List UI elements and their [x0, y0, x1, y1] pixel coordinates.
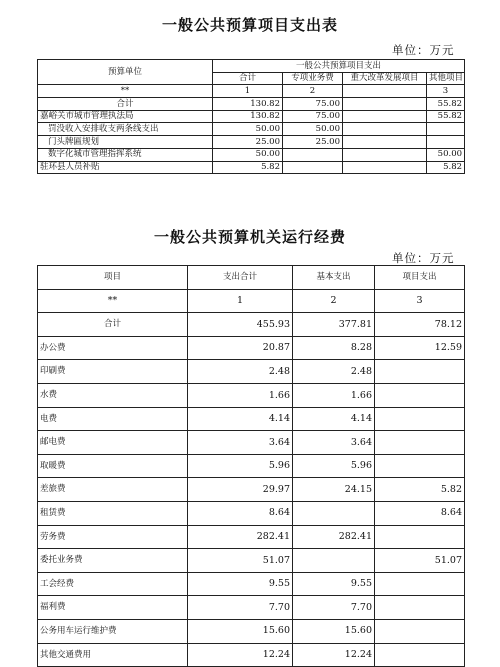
index-cell: 2 — [293, 289, 375, 313]
row-name: 水费 — [38, 383, 188, 407]
row-basic: 8.28 — [293, 336, 375, 360]
row-basic — [293, 501, 375, 525]
row-special: 75.00 — [283, 110, 343, 123]
row-name: 福利费 — [38, 596, 188, 620]
row-reform — [343, 136, 427, 149]
row-project — [375, 596, 465, 620]
row-special: 25.00 — [283, 136, 343, 149]
row-project: 78.12 — [375, 313, 465, 337]
row-name: 办公费 — [38, 336, 188, 360]
row-total: 50.00 — [213, 123, 283, 136]
row-project — [375, 619, 465, 643]
row-total: 8.64 — [188, 501, 293, 525]
row-basic — [293, 549, 375, 573]
row-total: 282.41 — [188, 525, 293, 549]
table-row — [38, 136, 465, 149]
table-row — [38, 478, 465, 502]
table-row — [38, 549, 465, 573]
table1-index-row — [38, 85, 465, 98]
header-total: 支出合计 — [188, 266, 293, 290]
row-basic: 5.96 — [293, 454, 375, 478]
index-cell: ** — [38, 289, 188, 313]
table-row — [38, 148, 465, 161]
row-name: 数字化城市管理指挥系统 — [38, 148, 213, 161]
operating-expense-table — [37, 265, 465, 667]
table-row — [38, 123, 465, 136]
row-other — [427, 123, 465, 136]
row-special: 75.00 — [283, 98, 343, 111]
row-name: 其他交通费用 — [38, 643, 188, 667]
row-name: 取暖费 — [38, 454, 188, 478]
row-name: 邮电费 — [38, 431, 188, 455]
row-total: 25.00 — [213, 136, 283, 149]
row-special — [283, 148, 343, 161]
header-reform: 重大改革发展项目 — [343, 72, 427, 85]
header-group: 一般公共预算项目支出 — [213, 60, 465, 73]
index-cell — [343, 85, 427, 98]
header-project: 项目支出 — [375, 266, 465, 290]
index-cell: 1 — [213, 85, 283, 98]
row-total: 15.60 — [188, 619, 293, 643]
row-basic: 1.66 — [293, 383, 375, 407]
row-reform — [343, 161, 427, 174]
table2-index-row — [38, 289, 465, 313]
row-total: 5.96 — [188, 454, 293, 478]
row-basic: 2.48 — [293, 360, 375, 384]
index-cell: 3 — [375, 289, 465, 313]
table-row — [38, 98, 465, 111]
row-other — [427, 136, 465, 149]
row-project: 51.07 — [375, 549, 465, 573]
table2-header-row — [38, 266, 465, 290]
table2-unit: 单位：万元 — [392, 251, 455, 265]
table1-unit: 单位：万元 — [392, 43, 455, 57]
row-other: 5.82 — [427, 161, 465, 174]
row-total: 130.82 — [213, 110, 283, 123]
row-basic: 4.14 — [293, 407, 375, 431]
row-name: 租赁费 — [38, 501, 188, 525]
header-special: 专项业务费 — [283, 72, 343, 85]
table-row — [38, 313, 465, 337]
table2-title: 一般公共预算机关运行经费 — [153, 228, 346, 246]
index-cell: 2 — [283, 85, 343, 98]
row-name: 委托业务费 — [38, 549, 188, 573]
table-row — [38, 336, 465, 360]
row-project — [375, 643, 465, 667]
row-basic: 377.81 — [293, 313, 375, 337]
index-cell: 3 — [427, 85, 465, 98]
row-name: 工会经费 — [38, 572, 188, 596]
table-row — [38, 407, 465, 431]
row-name: 门头牌匾规划 — [38, 136, 213, 149]
row-special — [283, 161, 343, 174]
row-basic: 15.60 — [293, 619, 375, 643]
row-basic: 3.64 — [293, 431, 375, 455]
row-basic: 9.55 — [293, 572, 375, 596]
row-total: 7.70 — [188, 596, 293, 620]
row-name: 合计 — [38, 313, 188, 337]
row-total: 5.82 — [213, 161, 283, 174]
row-name: 公务用车运行维护费 — [38, 619, 188, 643]
header-basic: 基本支出 — [293, 266, 375, 290]
row-total: 12.24 — [188, 643, 293, 667]
row-total: 4.14 — [188, 407, 293, 431]
row-project: 12.59 — [375, 336, 465, 360]
row-project — [375, 525, 465, 549]
table1-header-row — [38, 60, 465, 73]
row-project — [375, 454, 465, 478]
row-total: 2.48 — [188, 360, 293, 384]
table-row — [38, 383, 465, 407]
row-total: 50.00 — [213, 148, 283, 161]
row-basic: 7.70 — [293, 596, 375, 620]
row-name: 差旅费 — [38, 478, 188, 502]
row-project — [375, 407, 465, 431]
header-item: 项目 — [38, 266, 188, 290]
table-row — [38, 110, 465, 123]
row-project — [375, 572, 465, 596]
row-name: 印刷费 — [38, 360, 188, 384]
row-total: 130.82 — [213, 98, 283, 111]
index-cell: ** — [38, 85, 213, 98]
table-row — [38, 643, 465, 667]
row-project — [375, 383, 465, 407]
row-total: 1.66 — [188, 383, 293, 407]
row-name: 劳务费 — [38, 525, 188, 549]
row-basic: 12.24 — [293, 643, 375, 667]
row-total: 29.97 — [188, 478, 293, 502]
row-other: 50.00 — [427, 148, 465, 161]
table1-title: 一般公共预算项目支出表 — [161, 16, 338, 34]
row-total: 20.87 — [188, 336, 293, 360]
row-reform — [343, 110, 427, 123]
row-project: 8.64 — [375, 501, 465, 525]
row-total: 9.55 — [188, 572, 293, 596]
row-reform — [343, 123, 427, 136]
row-project: 5.82 — [375, 478, 465, 502]
table-row — [38, 572, 465, 596]
project-expenditure-table — [37, 59, 465, 174]
row-name: 电费 — [38, 407, 188, 431]
table-row — [38, 431, 465, 455]
index-cell: 1 — [188, 289, 293, 313]
row-name: 驻环县人员补贴 — [38, 161, 213, 174]
row-other: 55.82 — [427, 98, 465, 111]
row-reform — [343, 98, 427, 111]
header-total: 合计 — [213, 72, 283, 85]
row-name: 嘉峪关市城市管理执法局 — [38, 110, 213, 123]
table-row — [38, 161, 465, 174]
table-row — [38, 501, 465, 525]
table-row — [38, 454, 465, 478]
table-row — [38, 360, 465, 384]
row-project — [375, 431, 465, 455]
row-special: 50.00 — [283, 123, 343, 136]
row-reform — [343, 148, 427, 161]
header-budget-unit: 预算单位 — [38, 60, 213, 85]
row-total: 51.07 — [188, 549, 293, 573]
row-project — [375, 360, 465, 384]
row-basic: 282.41 — [293, 525, 375, 549]
table-row — [38, 596, 465, 620]
row-basic: 24.15 — [293, 478, 375, 502]
row-total: 3.64 — [188, 431, 293, 455]
table-row — [38, 619, 465, 643]
header-other: 其他项目 — [427, 72, 465, 85]
row-name: 罚没收入安排收支两条线支出 — [38, 123, 213, 136]
table-row — [38, 525, 465, 549]
row-total: 455.93 — [188, 313, 293, 337]
row-name: 合计 — [38, 98, 213, 111]
row-other: 55.82 — [427, 110, 465, 123]
